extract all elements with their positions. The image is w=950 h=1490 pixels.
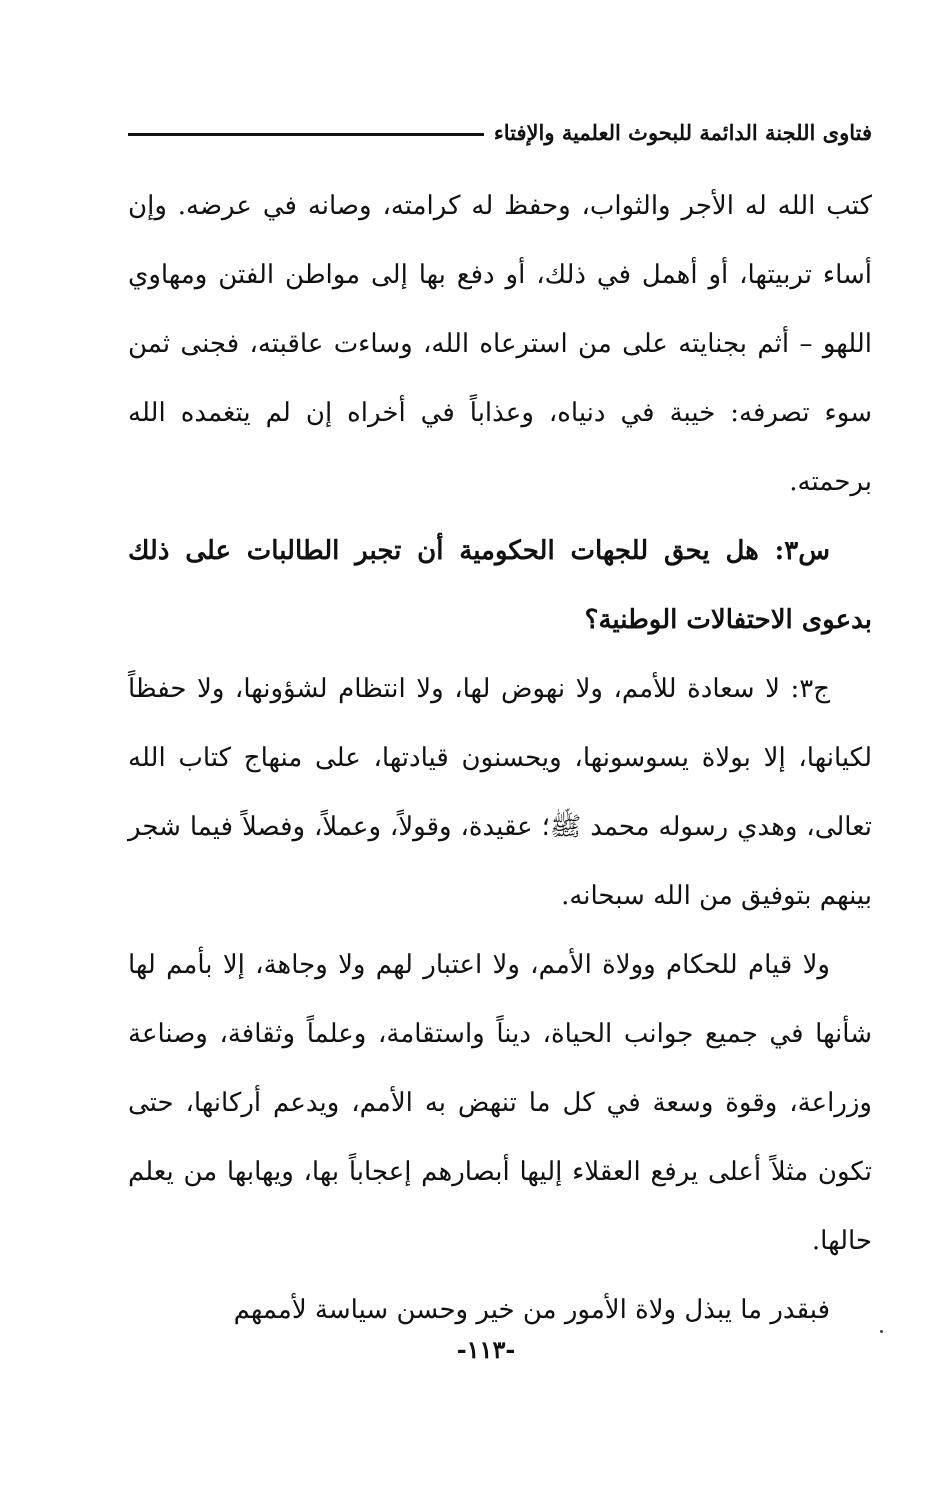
header-rule xyxy=(128,133,484,136)
running-header xyxy=(128,112,872,152)
body-text xyxy=(128,172,872,1345)
paragraph-answer-3: ج٣: لا سعادة للأمم، ولا نهوض لها، ولا انتظام لشؤونها، ولا حفظاً لكيانها، إلا بولاة يسوسونها، ويحسنون قيادتها، على منهاج كتاب الله تعالى، وهدي رسوله محمد ﷺ؛ عقيدة، وقولاً، وعملاً، وفصلاً فيما شجر بينهم بتوفيق من الله سبحانه. xyxy=(128,674,872,911)
page-number: -١١٣- xyxy=(456,1335,516,1364)
paragraph-question-3: س٣: هل يحق للجهات الحكومية أن تجبر الطالبات على ذلك بدعوى الاحتفالات الوطنية؟ xyxy=(128,536,872,635)
scan-speck xyxy=(880,1330,883,1333)
paragraph-continuation: كتب الله له الأجر والثواب، وحفظ له كرامته، وصانه في عرضه. وإن أساء تربيتها، أو أهمل في ذلك، أو دفع بها إلى مواطن الفتن ومهاوي اللهو – أثم بجنايته على من استرعاه الله، وساءت عاقبته، فجنى ثمن سوء تصرفه: خيبة في دنياه، وعذاباً في أخراه إن لم يتغمده الله برحمته. xyxy=(128,191,872,497)
paragraph-rulers: ولا قيام للحكام وولاة الأمم، ولا اعتبار لهم ولا وجاهة، إلا بأمم لها شأنها في جميع جوانب الحياة، ديناً واستقامة، وعلماً وثقافة، وصناعة وزراعة، وقوة وسعة في كل ما تنهض به الأمم، ويدعم أركانها، حتى تكون مثلاً أعلى يرفع العقلاء إليها أبصارهم إعجاباً بها، ويهابها من يعلم حالها. xyxy=(128,950,872,1256)
paragraph-final: فبقدر ما يبذل ولاة الأمور من خير وحسن سياسة لأممهم xyxy=(233,1295,830,1325)
running-header-title: فتاوى اللجنة الدائمة للبحوث العلمية والإفتاء xyxy=(493,119,872,145)
